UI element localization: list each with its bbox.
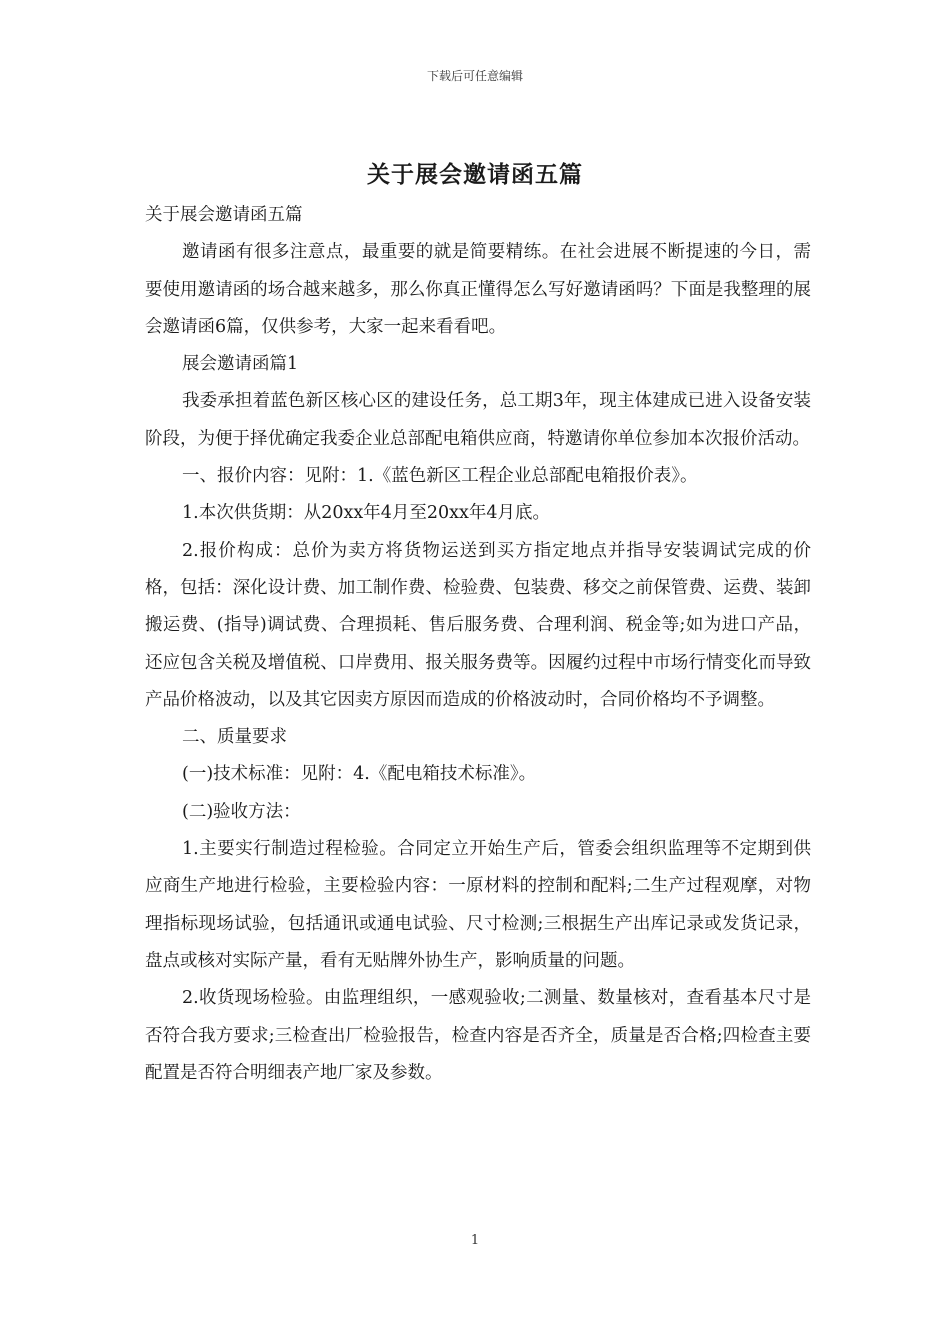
body-paragraph: 一、报价内容：见附：1.《蓝色新区工程企业总部配电箱报价表》。 (182, 466, 698, 487)
body-paragraph: 2.报价构成：总价为卖方将货物运送到买方指定地点并指导安装调试完成的价格，包括：深化设计费、加工制作费、检验费、包装费、移交之前保管费、运费、装卸搬运费、(指导)调试费、合理损耗、售后服务费、合理利润、税金等;如为进口产品，还应包含关税及增值税、口岸费用、报关服务费等。因履约过程中市场行情变化而导致产品价格波动，以及其它因卖方原因而造成的价格波动时，合同价格均不予调整。 (145, 540, 811, 710)
page-number: 1 (470, 1233, 480, 1248)
body-paragraph: (一)技术标准：见附：4.《配电箱技术标准》。 (182, 764, 537, 785)
body-paragraph: 1.主要实行制造过程检验。合同定立开始生产后，管委会组织监理等不定期到供应商生产地进行检验，主要检验内容：一原材料的控制和配料;二生产过程观摩，对物理指标现场试验，包括通讯或通电试验、尺寸检测;三根据生产出库记录或发货记录，盘点或核对实际产量，看有无贴牌外协生产，影响质量的问题。 (145, 839, 811, 971)
intro-paragraph: 邀请函有很多注意点，最重要的就是简要精练。在社会进展不断提速的今日，需要使用邀请函的场合越来越多，那么你真正懂得怎么写好邀请函吗？下面是我整理的展会邀请函6篇，仅供参考，大家一起来看看吧。 (145, 242, 811, 337)
section-heading: 二、质量要求 (182, 727, 287, 748)
document-body (145, 197, 811, 1092)
body-paragraph: (二)验收方法： (182, 801, 301, 822)
body-paragraph: 1.本次供货期：从20xx年4月至20xx年4月底。 (182, 503, 550, 524)
subtitle-paragraph: 关于展会邀请函五篇 (145, 205, 303, 225)
body-paragraph: 2.收货现场检验。由监理组织，一感观验收;二测量、数量核对，查看基本尺寸是否符合我方要求;三检查出厂检验报告，检查内容是否齐全，质量是否合格;四检查主要配置是否符合明细表产地厂家及参数。 (145, 988, 811, 1083)
section-heading: 展会邀请函篇1 (182, 354, 299, 375)
document-title: 关于展会邀请函五篇 (367, 161, 583, 188)
body-paragraph: 我委承担着蓝色新区核心区的建设任务，总工期3年，现主体建成已进入设备安装阶段，为便于择优确定我委企业总部配电箱供应商，特邀请你单位参加本次报价活动。 (145, 391, 811, 449)
header-note: 下载后可任意编辑 (426, 69, 523, 83)
